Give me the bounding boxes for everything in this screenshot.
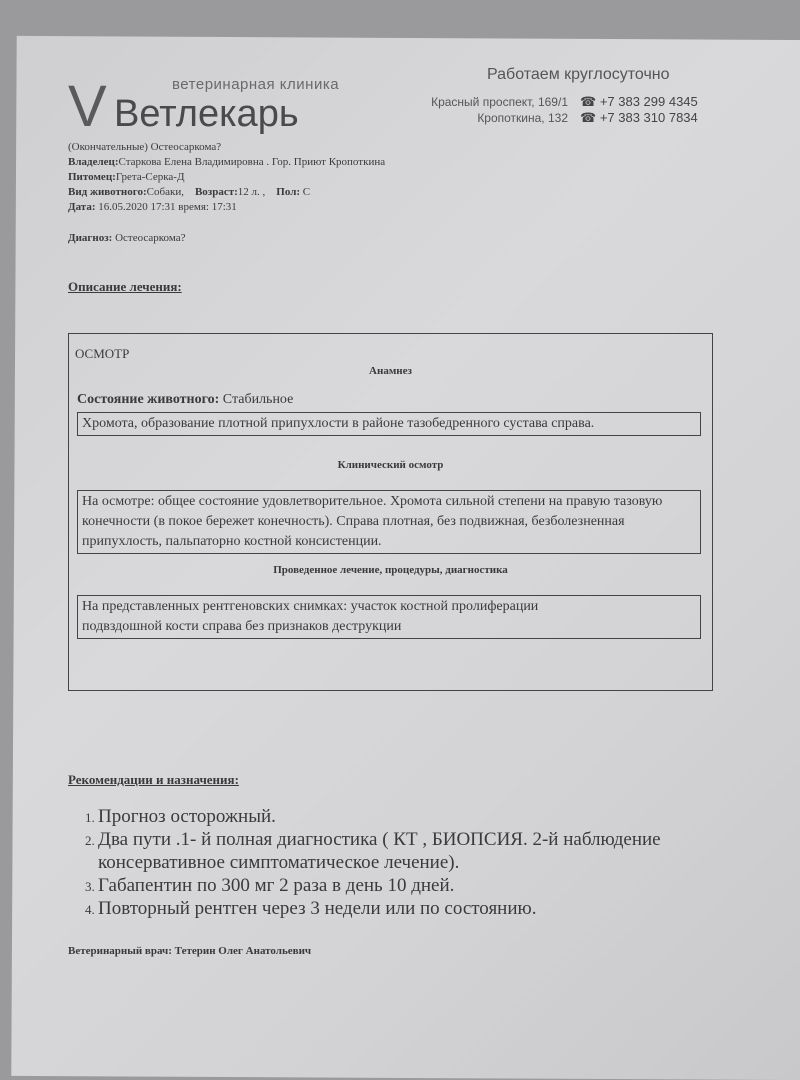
phone-1: ☎ +7 383 299 4345 <box>580 94 698 109</box>
phone-icon: ☎ <box>580 110 600 125</box>
address-2: Кропоткина, 132 <box>477 111 568 125</box>
age: 12 л. , <box>237 186 266 198</box>
address-1: Красный проспект, 169/1 <box>431 95 568 109</box>
owner-label: Владелец: <box>68 156 119 168</box>
patient-info <box>68 140 385 246</box>
recommendation-item: 1. Прогноз осторожный. <box>98 805 668 828</box>
exam-title: ОСМОТР <box>75 346 130 361</box>
logo-name: Ветлекарь <box>114 93 299 135</box>
date-label: Дата: <box>68 201 96 213</box>
doctor-signature: Ветеринарный врач: Тетерин Олег Анатольевич <box>68 945 312 957</box>
pet: Грета-Серка-Д <box>115 171 185 183</box>
diagnosis-label: Диагноз: <box>68 232 113 244</box>
procedures-text: На представленных рентгеновских снимках: участок костной пролиферации подвздошной кости справа без признаков деструкции <box>77 595 701 639</box>
recommendation-item: 2. Два пути .1- й полная диагностика ( КТ , БИОПСИЯ. 2-й наблюдение консервативное симптоматическое лечение). <box>98 828 668 874</box>
working-hours: Работаем круглосуточно <box>487 66 670 83</box>
sex: С <box>302 186 311 198</box>
diagnosis: Остеосаркома? <box>115 232 186 244</box>
recommendation-item: 4. Повторный рентген через 3 недели или по состоянию. <box>98 897 668 920</box>
final-diagnosis: (Окончательные) Остеосаркома? <box>68 141 222 153</box>
phone-2: ☎ +7 383 310 7834 <box>580 110 698 125</box>
procedures-title: Проведенное лечение, процедуры, диагностика <box>273 564 508 576</box>
species: Собаки, <box>146 186 184 198</box>
recommendation-item: 3. Габапентин по 300 мг 2 раза в день 10 дней. <box>98 874 668 897</box>
recommendations-list <box>68 805 668 920</box>
date: 16.05.2020 17:31 время: 17:31 <box>98 201 237 213</box>
recommendations-title: Рекомендации и назначения: <box>68 772 239 787</box>
owner: Старкова Елена Владимировна . Гор. Приют Кропоткина <box>118 156 386 168</box>
clinic-logo-icon: V <box>68 74 107 139</box>
animal-state: Состояние животного: Стабильное <box>77 392 294 407</box>
exam-box <box>68 333 713 691</box>
age-label: Возраст: <box>194 186 238 198</box>
phone-icon: ☎ <box>580 94 600 109</box>
clinical-title: Клинический осмотр <box>337 459 444 471</box>
pet-label: Питомец: <box>68 171 116 183</box>
clinical-text: На осмотре: общее состояние удовлетворительное. Хромота сильной степени на правую тазовую конечности (в покое бережет конечность). Справа плотная, без подвижная, безболезненная припухлость, пальпаторно костной консистенции. <box>77 490 701 554</box>
sex-label: Пол: <box>276 186 301 198</box>
anamnesis-text: Хромота, образование плотной припухлости в районе тазобедренного сустава справа. <box>77 412 701 436</box>
anamnesis-title: Анамнез <box>369 365 412 377</box>
treatment-title: Описание лечения: <box>68 279 182 294</box>
species-label: Вид животного: <box>68 186 147 198</box>
logo-subtitle: ветеринарная клиника <box>172 76 340 93</box>
